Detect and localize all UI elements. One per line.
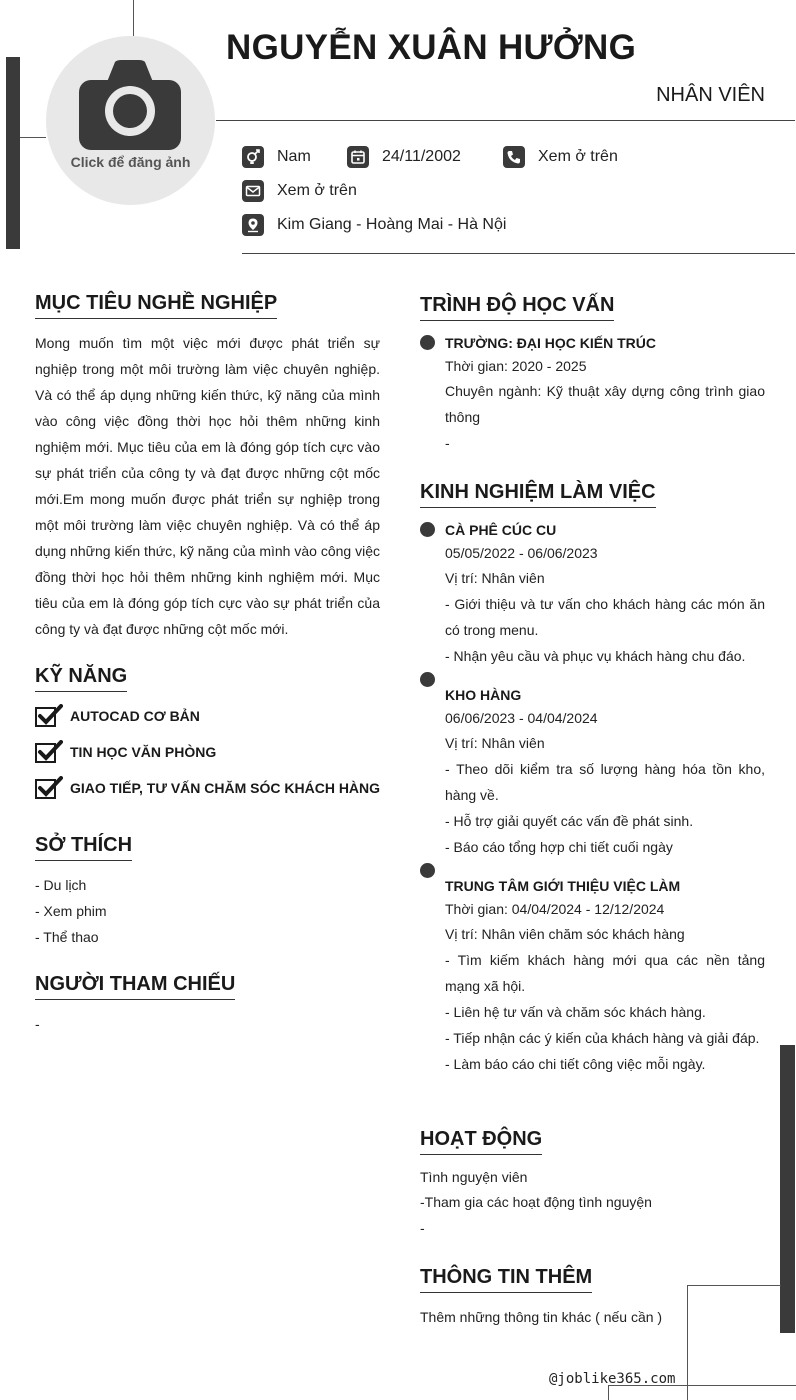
activity-line: -Tham gia các hoạt động tình nguyện: [420, 1194, 652, 1210]
extra-info-heading: THÔNG TIN THÊM: [420, 1266, 592, 1293]
birthday-value: 24/11/2002: [382, 148, 461, 165]
job-company: KHO HÀNG: [445, 687, 522, 703]
job-duty: - Tiếp nhận các ý kiến của khách hàng và giải đáp.: [445, 1030, 760, 1046]
left-divider-line: [20, 137, 46, 138]
avatar-caption: Click để đăng ảnh: [70, 154, 191, 170]
location-pin-icon: [242, 214, 264, 236]
job-duty: - Làm báo cáo chi tiết công việc mỗi ngày.: [445, 1056, 706, 1072]
job-company: TRUNG TÂM GIỚI THIỆU VIỆC LÀM: [445, 878, 681, 894]
job-position: Vị trí: Nhân viên: [445, 570, 545, 586]
job-duty: - Hỗ trợ giải quyết các vấn đề phát sinh.: [445, 813, 694, 829]
job-duty: - Nhận yêu cầu và phục vụ khách hàng chu đáo.: [445, 648, 746, 664]
footer-watermark: @joblike365.com: [549, 1371, 676, 1387]
contact-birthday: [347, 146, 461, 168]
contact-phone: [503, 146, 618, 168]
hobbies-heading: SỞ THÍCH: [35, 834, 132, 861]
objective-text: Mong muốn tìm một việc mới được phát triển sự nghiệp trong một môi trường làm việc chuyên nghiệp. Và có thể áp dụng những kiến thức, kỹ năng của mình vào công việc đồng thời học hỏi thêm những kinh nghiệm mới. Mục tiêu của em là đóng góp tích cực vào sự phát triển của công ty và đạt được những cột mốc mới.Em mong muốn được phát triển sự nghiệp trong một môi trường làm việc chuyên nghiệp. Và có thể áp dụng những kiến thức, kỹ năng của mình vào công việc đồng thời học hỏi thêm những kinh nghiệm mới. Mục tiêu của em là đóng góp tích cực vào sự phát triển của công ty và đạt được những cột mốc mới.: [35, 335, 380, 637]
hobby-item: - Du lịch: [35, 877, 87, 893]
contact-gender: [242, 146, 311, 168]
email-icon: [242, 180, 264, 202]
gender-value: Nam: [277, 148, 311, 165]
objective-heading: MỤC TIÊU NGHỀ NGHIỆP: [35, 292, 277, 319]
timeline-dot: [420, 335, 435, 350]
education-heading: TRÌNH ĐỘ HỌC VẤN: [420, 294, 614, 321]
job-duty: - Tìm kiếm khách hàng mới qua các nền tảng mạng xã hội.: [445, 952, 765, 994]
candidate-name: NGUYỄN XUÂN HƯỞNG: [226, 28, 637, 67]
job-duty: - Liên hệ tư vấn và chăm sóc khách hàng.: [445, 1004, 706, 1020]
calendar-icon: [347, 146, 369, 168]
job-company: CÀ PHÊ CÚC CU: [445, 522, 557, 538]
references-text: -: [35, 1016, 40, 1032]
job-time: 05/05/2022 - 06/06/2023: [445, 545, 598, 561]
top-divider-line: [133, 0, 134, 36]
activity-line: -: [420, 1220, 425, 1236]
job-position: Vị trí: Nhân viên chăm sóc khách hàng: [445, 926, 685, 942]
education-note: -: [445, 435, 450, 451]
job-time: Thời gian: 04/04/2024 - 12/12/2024: [445, 901, 665, 917]
activities-heading: HOẠT ĐỘNG: [420, 1128, 542, 1155]
references-heading: NGƯỜI THAM CHIẾU: [35, 973, 235, 1000]
address-value: Kim Giang - Hoàng Mai - Hà Nội: [277, 216, 507, 233]
left-accent-bar: [6, 57, 20, 249]
job-duty: - Giới thiệu và tư vấn cho khách hàng các món ăn có trong menu.: [445, 596, 765, 638]
timeline-dot: [420, 522, 435, 537]
gender-icon: [242, 146, 264, 168]
experience-heading: KINH NGHIỆM LÀM VIỆC: [420, 481, 656, 508]
hobby-item: - Thể thao: [35, 929, 99, 945]
checkbox-checked-icon: [35, 776, 63, 800]
checkbox-checked-icon: [35, 740, 63, 764]
right-accent-bar: [780, 1045, 795, 1333]
job-duty: - Báo cáo tổng hợp chi tiết cuối ngày: [445, 839, 673, 855]
skill-item: TIN HỌC VĂN PHÒNG: [70, 744, 217, 760]
education-school: TRƯỜNG: ĐẠI HỌC KIẾN TRÚC: [445, 335, 656, 351]
skill-item: AUTOCAD CƠ BẢN: [70, 708, 200, 724]
job-time: 06/06/2023 - 04/04/2024: [445, 710, 598, 726]
corner-frame-inner: [608, 1385, 796, 1400]
timeline-dot: [420, 672, 435, 687]
job-position: Vị trí: Nhân viên: [445, 735, 545, 751]
phone-icon: [503, 146, 525, 168]
candidate-role: NHÂN VIÊN: [656, 84, 765, 106]
contact-email: [242, 180, 357, 202]
skill-item: GIAO TIẾP, TƯ VẤN CHĂM SÓC KHÁCH HÀNG: [70, 780, 381, 796]
checkbox-checked-icon: [35, 704, 63, 728]
education-time: Thời gian: 2020 - 2025: [445, 358, 587, 374]
skills-heading: KỸ NĂNG: [35, 665, 127, 692]
camera-icon: [79, 60, 181, 150]
contact-address: [242, 214, 506, 236]
email-value: Xem ở trên: [277, 182, 357, 199]
contact-divider: [242, 253, 795, 254]
job-duty: - Theo dõi kiểm tra số lượng hàng hóa tồn kho, hàng về.: [445, 761, 765, 803]
education-major: Chuyên ngành: Kỹ thuật xây dựng công trình giao thông: [445, 383, 765, 425]
corner-frame: [687, 1285, 781, 1400]
timeline-dot: [420, 863, 435, 878]
extra-info-text: Thêm những thông tin khác ( nếu cần ): [420, 1309, 663, 1325]
activity-line: Tình nguyện viên: [420, 1169, 528, 1185]
hobby-item: - Xem phim: [35, 903, 107, 919]
avatar-upload[interactable]: [46, 36, 215, 205]
phone-value: Xem ở trên: [538, 148, 618, 165]
header-divider: [216, 120, 795, 121]
